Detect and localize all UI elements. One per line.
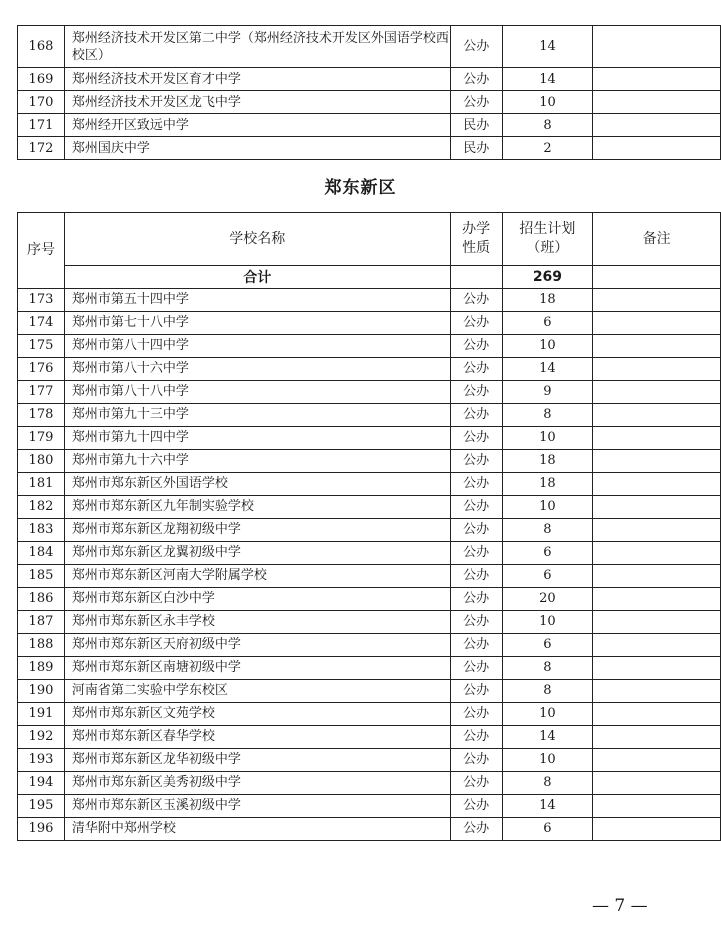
school-type: 公办 xyxy=(450,542,502,565)
row-number: 193 xyxy=(18,749,65,772)
class-plan: 18 xyxy=(502,289,593,312)
school-name: 郑州市郑东新区天府初级中学 xyxy=(64,634,450,657)
school-type: 公办 xyxy=(450,404,502,427)
school-name: 郑州市郑东新区永丰学校 xyxy=(64,611,450,634)
row-number: 179 xyxy=(18,427,65,450)
table-row xyxy=(18,137,721,160)
row-note xyxy=(593,114,721,137)
class-plan: 6 xyxy=(502,634,593,657)
school-type: 公办 xyxy=(450,818,502,841)
class-plan: 10 xyxy=(502,335,593,358)
row-note xyxy=(593,634,721,657)
table-row xyxy=(18,68,721,91)
school-name: 郑州市第八十四中学 xyxy=(64,335,450,358)
row-note xyxy=(593,519,721,542)
school-name: 郑州市郑东新区南塘初级中学 xyxy=(64,657,450,680)
table-row xyxy=(18,772,721,795)
class-plan: 20 xyxy=(502,588,593,611)
class-plan: 18 xyxy=(502,473,593,496)
school-type: 公办 xyxy=(450,26,502,68)
row-note xyxy=(593,450,721,473)
row-number: 177 xyxy=(18,381,65,404)
school-type: 公办 xyxy=(450,335,502,358)
class-plan: 6 xyxy=(502,312,593,335)
row-number: 184 xyxy=(18,542,65,565)
row-number: 173 xyxy=(18,289,65,312)
table-row xyxy=(18,335,721,358)
table-row xyxy=(18,450,721,473)
row-note xyxy=(593,565,721,588)
row-note xyxy=(593,26,721,68)
row-number: 188 xyxy=(18,634,65,657)
row-note xyxy=(593,611,721,634)
total-label: 合计 xyxy=(64,266,450,289)
class-plan: 8 xyxy=(502,404,593,427)
class-plan: 9 xyxy=(502,381,593,404)
total-value: 269 xyxy=(502,266,593,289)
class-plan: 8 xyxy=(502,772,593,795)
row-number: 171 xyxy=(18,114,65,137)
table-row xyxy=(18,114,721,137)
class-plan: 18 xyxy=(502,450,593,473)
row-number: 192 xyxy=(18,726,65,749)
school-name: 郑州市第八十八中学 xyxy=(64,381,450,404)
school-type: 公办 xyxy=(450,795,502,818)
row-note xyxy=(593,91,721,114)
school-type: 公办 xyxy=(450,68,502,91)
total-note-cell xyxy=(593,266,721,289)
row-number: 186 xyxy=(18,588,65,611)
school-type: 公办 xyxy=(450,657,502,680)
school-type: 公办 xyxy=(450,473,502,496)
total-row xyxy=(18,266,721,289)
page-number: — 7 — xyxy=(592,896,648,916)
header-type-line2: 性质 xyxy=(462,240,491,256)
class-plan: 10 xyxy=(502,611,593,634)
class-plan: 14 xyxy=(502,358,593,381)
school-name: 郑州市第九十三中学 xyxy=(64,404,450,427)
row-note xyxy=(593,473,721,496)
row-number: 172 xyxy=(18,137,65,160)
row-note xyxy=(593,657,721,680)
school-name: 郑州市郑东新区龙翔初级中学 xyxy=(64,519,450,542)
class-plan: 10 xyxy=(502,91,593,114)
table-row xyxy=(18,726,721,749)
class-plan: 10 xyxy=(502,749,593,772)
school-type: 公办 xyxy=(450,703,502,726)
table-row xyxy=(18,818,721,841)
table-row xyxy=(18,588,721,611)
section-title: 郑东新区 xyxy=(324,178,397,198)
table-row xyxy=(18,657,721,680)
row-note xyxy=(593,749,721,772)
school-type: 公办 xyxy=(450,358,502,381)
row-number: 180 xyxy=(18,450,65,473)
header-plan xyxy=(502,213,593,266)
table-row xyxy=(18,703,721,726)
school-name: 郑州市郑东新区玉溪初级中学 xyxy=(64,795,450,818)
table-row xyxy=(18,427,721,450)
row-note xyxy=(593,726,721,749)
table-row xyxy=(18,519,721,542)
row-number: 170 xyxy=(18,91,65,114)
table-row xyxy=(18,680,721,703)
school-type: 公办 xyxy=(450,289,502,312)
school-type: 公办 xyxy=(450,312,502,335)
row-note xyxy=(593,496,721,519)
table-row xyxy=(18,634,721,657)
row-number: 196 xyxy=(18,818,65,841)
row-note xyxy=(593,703,721,726)
header-type xyxy=(450,213,502,266)
header-plan-line1: 招生计划 xyxy=(519,221,576,237)
row-number: 181 xyxy=(18,473,65,496)
class-plan: 14 xyxy=(502,795,593,818)
main-table-body xyxy=(18,289,721,841)
school-name: 郑州市郑东新区春华学校 xyxy=(64,726,450,749)
header-note: 备注 xyxy=(593,213,721,266)
row-note xyxy=(593,289,721,312)
school-type: 公办 xyxy=(450,427,502,450)
school-name: 郑州市郑东新区九年制实验学校 xyxy=(64,496,450,519)
row-note xyxy=(593,427,721,450)
school-type: 公办 xyxy=(450,588,502,611)
row-note xyxy=(593,542,721,565)
school-type: 公办 xyxy=(450,381,502,404)
table-row xyxy=(18,611,721,634)
row-number: 191 xyxy=(18,703,65,726)
table-row xyxy=(18,496,721,519)
table-row xyxy=(18,795,721,818)
school-name: 河南省第二实验中学东校区 xyxy=(64,680,450,703)
header-no: 序号 xyxy=(18,213,65,289)
header-plan-line2: （班） xyxy=(526,240,569,256)
school-name: 郑州市郑东新区外国语学校 xyxy=(64,473,450,496)
table-row xyxy=(18,381,721,404)
school-name: 郑州经济技术开发区育才中学 xyxy=(64,68,450,91)
school-name: 郑州市郑东新区河南大学附属学校 xyxy=(64,565,450,588)
row-number: 169 xyxy=(18,68,65,91)
school-type: 公办 xyxy=(450,749,502,772)
school-name: 郑州市郑东新区白沙中学 xyxy=(64,588,450,611)
table-row xyxy=(18,312,721,335)
class-plan: 10 xyxy=(502,703,593,726)
row-note xyxy=(593,772,721,795)
school-type: 公办 xyxy=(450,496,502,519)
school-type: 公办 xyxy=(450,611,502,634)
school-name: 清华附中郑州学校 xyxy=(64,818,450,841)
top-table-body xyxy=(18,26,721,160)
school-name: 郑州市郑东新区龙华初级中学 xyxy=(64,749,450,772)
row-number: 176 xyxy=(18,358,65,381)
school-type: 民办 xyxy=(450,114,502,137)
school-name: 郑州市郑东新区龙翼初级中学 xyxy=(64,542,450,565)
header-name: 学校名称 xyxy=(64,213,450,266)
school-type: 公办 xyxy=(450,91,502,114)
school-name: 郑州市第八十六中学 xyxy=(64,358,450,381)
top-table-continued xyxy=(17,25,721,160)
row-note xyxy=(593,680,721,703)
header-type-line1: 办学 xyxy=(462,221,491,237)
class-plan: 8 xyxy=(502,680,593,703)
row-number: 189 xyxy=(18,657,65,680)
school-name: 郑州市郑东新区文苑学校 xyxy=(64,703,450,726)
school-name: 郑州经济技术开发区龙飞中学 xyxy=(64,91,450,114)
table-row xyxy=(18,26,721,68)
table-row xyxy=(18,358,721,381)
row-note xyxy=(593,312,721,335)
row-number: 190 xyxy=(18,680,65,703)
school-type: 公办 xyxy=(450,450,502,473)
table-row xyxy=(18,289,721,312)
row-note xyxy=(593,381,721,404)
class-plan: 14 xyxy=(502,26,593,68)
class-plan: 2 xyxy=(502,137,593,160)
class-plan: 10 xyxy=(502,427,593,450)
row-note xyxy=(593,818,721,841)
class-plan: 6 xyxy=(502,565,593,588)
row-number: 195 xyxy=(18,795,65,818)
class-plan: 6 xyxy=(502,542,593,565)
table-row xyxy=(18,749,721,772)
school-type: 公办 xyxy=(450,634,502,657)
school-name: 郑州经济技术开发区第二中学（郑州经济技术开发区外国语学校西校区） xyxy=(64,26,450,68)
row-number: 194 xyxy=(18,772,65,795)
school-type: 公办 xyxy=(450,726,502,749)
row-note xyxy=(593,795,721,818)
school-type: 民办 xyxy=(450,137,502,160)
school-name: 郑州市第九十四中学 xyxy=(64,427,450,450)
school-type: 公办 xyxy=(450,519,502,542)
row-number: 175 xyxy=(18,335,65,358)
school-name: 郑州市第五十四中学 xyxy=(64,289,450,312)
table-row xyxy=(18,565,721,588)
school-name: 郑州市郑东新区美秀初级中学 xyxy=(64,772,450,795)
row-number: 168 xyxy=(18,26,65,68)
class-plan: 6 xyxy=(502,818,593,841)
table-header xyxy=(18,213,721,289)
school-type: 公办 xyxy=(450,772,502,795)
school-name: 郑州国庆中学 xyxy=(64,137,450,160)
class-plan: 14 xyxy=(502,68,593,91)
school-name: 郑州市第七十八中学 xyxy=(64,312,450,335)
table-row xyxy=(18,542,721,565)
table-row xyxy=(18,91,721,114)
row-number: 174 xyxy=(18,312,65,335)
class-plan: 8 xyxy=(502,657,593,680)
class-plan: 14 xyxy=(502,726,593,749)
school-type: 公办 xyxy=(450,565,502,588)
row-number: 183 xyxy=(18,519,65,542)
school-name: 郑州经开区致远中学 xyxy=(64,114,450,137)
row-note xyxy=(593,335,721,358)
row-note xyxy=(593,404,721,427)
row-note xyxy=(593,68,721,91)
row-note xyxy=(593,137,721,160)
table-row xyxy=(18,404,721,427)
school-type: 公办 xyxy=(450,680,502,703)
row-number: 187 xyxy=(18,611,65,634)
main-table xyxy=(17,212,721,841)
school-name: 郑州市第九十六中学 xyxy=(64,450,450,473)
class-plan: 10 xyxy=(502,496,593,519)
total-type-cell xyxy=(450,266,502,289)
row-number: 185 xyxy=(18,565,65,588)
row-number: 182 xyxy=(18,496,65,519)
row-number: 178 xyxy=(18,404,65,427)
row-note xyxy=(593,588,721,611)
row-note xyxy=(593,358,721,381)
class-plan: 8 xyxy=(502,519,593,542)
class-plan: 8 xyxy=(502,114,593,137)
table-row xyxy=(18,473,721,496)
